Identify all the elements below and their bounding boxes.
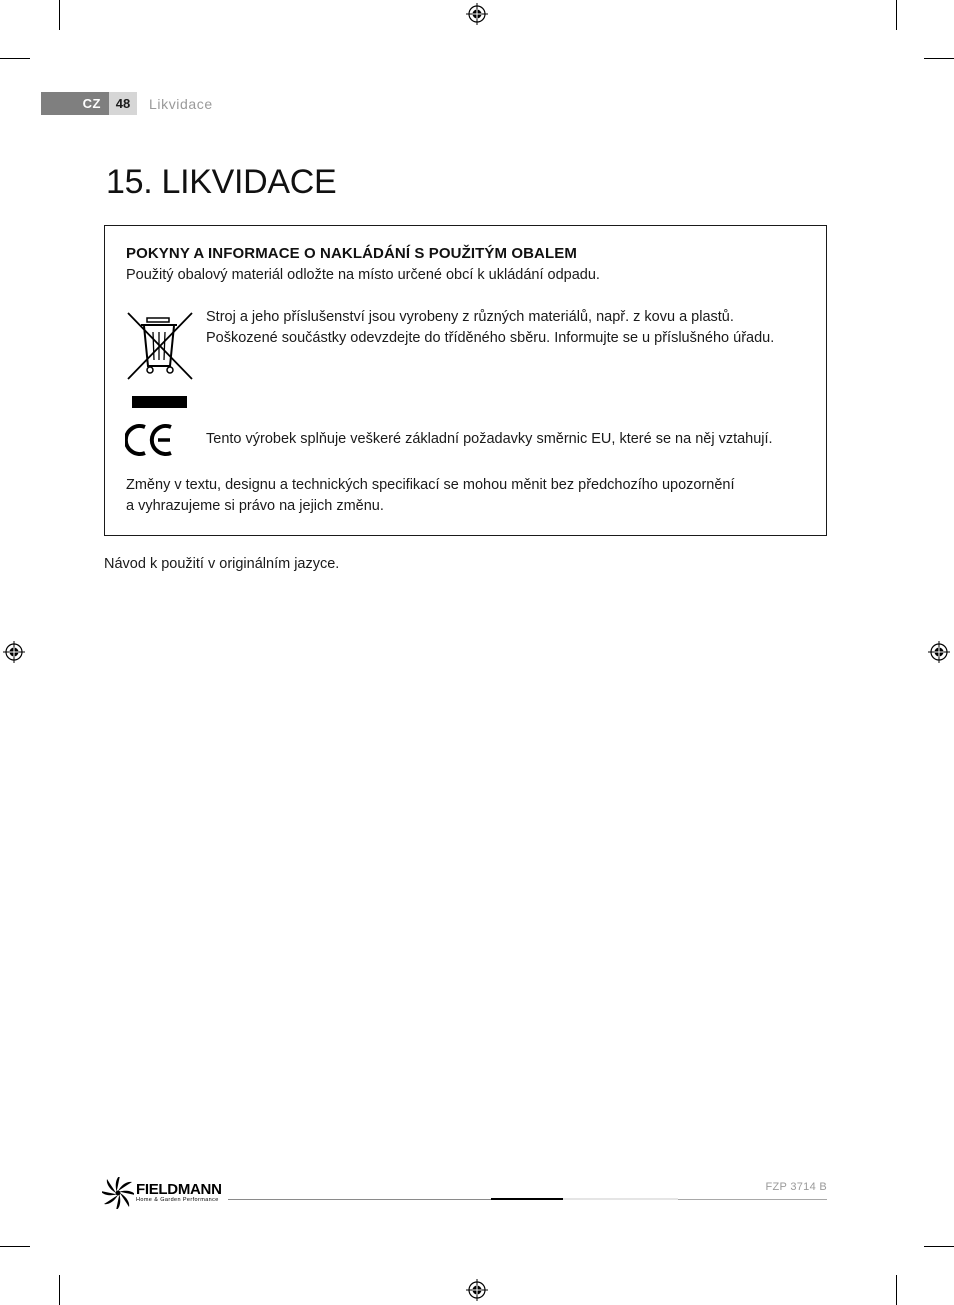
weee-text-line: Poškozené součástky odevzdejte do tříděného sběru. Informujte se u příslušného úřadu. <box>206 330 775 346</box>
page-title: 15. LIKVIDACE <box>106 163 337 201</box>
ce-mark-icon <box>125 422 175 458</box>
registration-mark-icon <box>466 3 488 25</box>
footer-rule <box>563 1198 678 1200</box>
changes-text-line: Změny v textu, designu a technických specifikací se mohou měnit bez předchozího upozornění <box>126 477 735 493</box>
language-tab: CZ <box>41 92 109 115</box>
crop-mark <box>0 58 30 59</box>
changes-text-line: a vyhrazujeme si právo na jejich změnu. <box>126 498 384 514</box>
model-number: FZP 3714 B <box>765 1181 827 1193</box>
original-language-note: Návod k použití v originálním jazyce. <box>104 556 340 572</box>
crop-mark <box>896 0 897 30</box>
crop-mark <box>0 1246 30 1247</box>
footer-rule <box>491 1198 563 1200</box>
box-heading: POKYNY A INFORMACE O NAKLÁDÁNÍ S POUŽITÝM OBALEM <box>126 245 577 262</box>
crop-mark <box>59 0 60 30</box>
ce-text: Tento výrobek splňuje veškeré základní požadavky směrnic EU, které se na něj vztahují. <box>206 431 773 447</box>
crop-mark <box>924 1246 954 1247</box>
brand-tagline: Home & Garden Performance <box>136 1197 219 1203</box>
footer-rule <box>228 1199 491 1200</box>
packaging-text: Použitý obalový materiál odložte na místo určené obcí k ukládání odpadu. <box>126 267 600 283</box>
fieldmann-logo-icon <box>102 1177 134 1209</box>
crop-mark <box>896 1275 897 1305</box>
page-header <box>41 92 213 115</box>
brand-name: FIELDMANN <box>136 1181 222 1198</box>
page-number: 48 <box>109 92 137 115</box>
weee-crossed-bin-icon <box>125 310 195 382</box>
registration-mark-icon <box>466 1279 488 1301</box>
section-label: Likvidace <box>149 95 213 112</box>
disposal-info-box <box>104 225 827 536</box>
crop-mark <box>924 58 954 59</box>
footer-rule <box>678 1199 827 1200</box>
registration-mark-icon <box>928 641 950 663</box>
changes-text <box>126 475 735 517</box>
crop-mark <box>59 1275 60 1305</box>
brand-logo <box>102 1177 222 1209</box>
weee-bar <box>132 396 187 408</box>
registration-mark-icon <box>3 641 25 663</box>
weee-text-line: Stroj a jeho příslušenství jsou vyrobeny z různých materiálů, např. z kovu a plastů. <box>206 309 734 325</box>
weee-text <box>206 307 774 349</box>
